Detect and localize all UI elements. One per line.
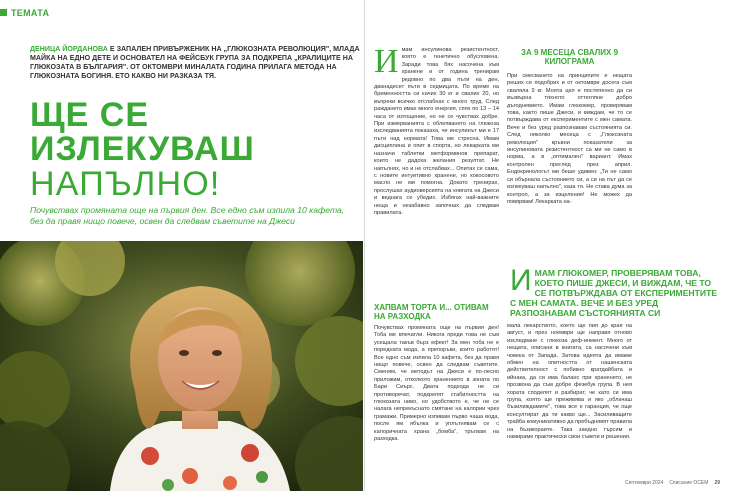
column-1-text: мам инсулинова резистентност, която е генетично обусловена. Заради това бях насочена към хранене и от година тренирам редовно по два пъти на ден, дванадесет пъти в седмицата. По време на бременността си качих 30 кг и свалих 20, но въпреки всичко отслабнах с много труд. След раждането имах много енергия, спях по 13 – 14 часа от изтощение, но не се чувствах добре. При измерванията с облепването на глюкоза изследванията показаха, че инсулинът ми е 17 пъти над нормата! Това ме стресна. Имам дисциплина и опит в спорта, но лекарката ми назначи таблетки метформинов препарат, които не дадоха желания резултат. Не напълнях, но и не отслабвах... Опитах се сама, с новите интуитивно хранене, но кокосовото масло не ми помогна. Докато тренирах, прослушах аудиоверсията на книгата на Джеси и веднага се убедих. Избягах най-важните неща и незабавно започнах да следвам правилата. xyxy=(374,47,499,216)
pull-quote-text: МАМ ГЛЮКОМЕР, ПРОВЕРЯВАМ ТОВА, КОЕТО ПИШЕ ДЖЕСИ, И ВИЖДАМ, ЧЕ ТО СЕ ПОТВЪРЖДАВА ОТ ЕКСПЕРИМЕНТИТЕ С МЕН САМАТА. ВЕЧЕ И БЕЗ УРЕД РАЗПОЗНАВАМ СЪСТОЯНИЯТА СИ xyxy=(510,268,718,318)
pull-quote-dropcap: И xyxy=(510,264,532,297)
section-label: ТЕМАТА xyxy=(11,7,50,18)
pull-quote xyxy=(510,264,720,318)
page-spine-divider xyxy=(364,0,365,491)
subheading-cake-walk: ХАПВАМ ТОРТА И... ОТИВАМ НА РАЗХОДКА xyxy=(374,303,489,321)
footer-issue: Септември 2024 xyxy=(625,480,664,486)
article-column-2-lower: мала лекарството, което ще пия до края на август, и през ноември ще направя отново изследване с глюкоза деф-инмент. Много от нещата, описани в книгата, са насочени към човека от Запада. Затова идеята да имаме обмен на опитността от нашенската действителност с побикно кратдайбата и ийнака, да си има баланс при храненето, не прозвона да съм добре фезебук група. В нея хората споделят и разбират, че като си има група, която ще преживява и яко „облачаш бъзилиждамите", това все е гаранция, че още консултират да ти какво ще... Засиливащите трайба комуникативно да пребъднявят правила на бъзикораите. Така заедно търсим и намираме практически свои съвети и решения. xyxy=(507,323,632,441)
article-headline xyxy=(30,98,360,202)
portrait-illustration xyxy=(0,241,363,491)
section-square-icon xyxy=(0,9,7,16)
article-column-1-lower: Почувствах промяната още на първия ден! Тоба ме впечатли. Никога преди това не съм усещала такъв бърз ефект! За мен тоба не е поредната мода, а препоръки, които работят! Все едно съм изпила 10 кафета, без да правя нищо повече, освен да следвам съветите. Сменям, че методът на Джеси е по-лесно приложим, отколкото хранението в зоната по Бари Сиърс. Двата подхода не си противоречат, подкрепят стабилността на глюкозата ниво, но удобството е, че не се налага непрекъснато смятане на калории чрез грамажи. Примерно изпивам първо чаша вода, после ям ябълка и уплътнявам се с калоричната храна „бомба", тръгвам на разходка. xyxy=(374,325,499,443)
article-column-1 xyxy=(374,47,499,317)
article-column-2: При смесването на принципите е нещата реших се подобрих и от октомври досега съм сваляла 9 кг. Моята цел е постепенно да си възвърна тяхното оттегляне добро дъгодневието. Имам глюкомер, проверявам това, както пише Джеси, и виждам, че то се потвърждава от експериментите с мен самата. Вече и без уред разпознавам състоянията си. След няколко месеца с „Глюкозната революция" кръвни показатели за инсулиновата резистентност са ми не само в норма, а в „оптимален" вариант. Имах контролен преглед през април. Ендокринологът ми беше удивен: „Ти не само си обърнала състоянието си, а си на път да се излекуваш напълно", каза тя. Не става дума за контрол, а за изцеление! Не можех да повярвам! Лекарката на- xyxy=(507,73,632,205)
page-number: 29 xyxy=(714,480,720,486)
subheading-9-months: ЗА 9 МЕСЕЦА СВАЛИХ 9 КИЛОГРАМА xyxy=(520,48,619,66)
intro-text: Е ЗАПАЛЕН ПРИВЪРЖЕНИК НА „ГЛЮКОЗНАТА РЕВОЛЮЦИЯ", МЛАДА МАЙКА НА ЕДНО ДЕТЕ И ОСНОВАТЕЛ НА ФЕЙСБУК ГРУПА ЗА ПОДКРЕПА „КРАЛИЦИТЕ НА ГЛЮКОЗАТА В БЪЛГАРИЯ". ОТ ОКТОМВРИ МИНАЛАТА ГОДИНА ПРИЛАГА МЕТОДА НА ГЛЮКОЗНАТА БОГИНЯ. ЕТО КАКВО НИ РАЗКАЗА ТЯ. xyxy=(30,45,360,80)
intro-author-name: ДЕНИЦА ЙОРДАНОВА xyxy=(30,45,108,53)
headline-line-3: НАПЪЛНО! xyxy=(30,165,221,203)
section-tag xyxy=(0,6,49,19)
footer-brand: Списание ОСЕМ xyxy=(669,480,709,486)
portrait-photo xyxy=(0,241,363,491)
headline-line-2: ИЗЛЕКУВАШ xyxy=(30,130,255,168)
intro-paragraph xyxy=(30,45,360,81)
page-footer xyxy=(625,480,720,486)
dropcap-letter: И xyxy=(374,47,399,80)
headline-line-1: ЩЕ СЕ xyxy=(30,96,150,134)
lead-quote: Почувствах промяната още на първия ден. Все едно съм изпила 10 кафета, без да правя нищо повече, освен да следвам съветите на Джеси xyxy=(30,205,345,226)
